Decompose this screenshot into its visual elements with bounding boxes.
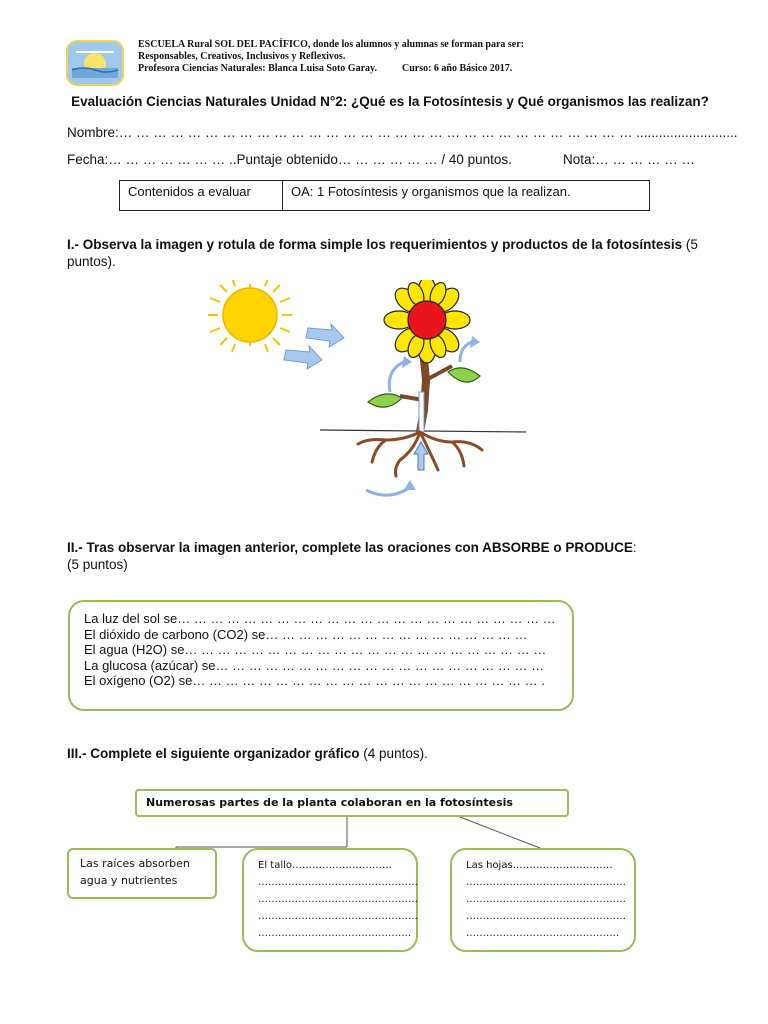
organizer-leaves-text[interactable]: Las hojas………………………… ………………………………………… ………………………………………… ………………………………………… ………………………………………. xyxy=(466,860,626,939)
name-field[interactable]: Nombre:… … … … … … … … … … … … … … … … … … … … … … … … … … … … … … ........................... xyxy=(67,125,738,140)
section-3-title: III.- Complete el siguiente organizador gráfico xyxy=(67,746,360,761)
contents-label: Contenidos a evaluar xyxy=(120,181,283,211)
page-title: Evaluación Ciencias Naturales Unidad N°2: ¿Qué es la Fotosíntesis y Qué organismos las realizan? xyxy=(71,94,709,109)
header-teacher: Profesora Ciencias Naturales: Blanca Luisa Soto Garay. xyxy=(138,63,377,74)
sentence-glucose[interactable]: La glucosa (azúcar) se… … … … … … … … … … … … … … … … … … … … xyxy=(84,657,545,673)
header-line-2: Responsables, Creativos, Inclusivos y Reflexivos. xyxy=(138,51,346,62)
organizer-top-text: Numerosas partes de la planta colaboran en la fotosíntesis xyxy=(146,796,513,809)
grade-field[interactable]: Nota:… … … … … … xyxy=(563,152,696,167)
sentence-water[interactable]: El agua (H2O) se… … … … … … … … … … … … … … … … … … … … … … xyxy=(84,642,547,657)
sentence-co2[interactable]: El dióxido de carbono (CO2) se… … … … … … … … … … … … … … … … xyxy=(84,626,528,642)
section-2-points: (5 puntos) xyxy=(67,557,128,572)
organizer-roots-text: Las raíces absorben agua y nutrientes xyxy=(80,857,190,887)
section-1-points: (5 puntos). xyxy=(67,237,698,269)
section-1-title: I.- Observa la imagen y rotula de forma simple los requerimientos y productos de la fotosíntesis xyxy=(67,237,683,252)
organizer-stem-text[interactable]: El tallo………………………… ………………………………………… ………………………………………… ………………………………………… ………………………………………. xyxy=(258,860,418,939)
contents-value: OA: 1 Fotosíntesis y organismos que la realizan. xyxy=(283,181,650,211)
date-score-field[interactable]: Fecha:… … … … … … … ..Puntaje obtenido… … … … … … / 40 puntos. xyxy=(67,152,512,167)
sentence-oxygen[interactable]: El oxígeno (O2) se… … … … … … … … … … … … … … … … … … … … … . xyxy=(84,673,545,688)
sentence-sunlight[interactable]: La luz del sol se… … … … … … … … … … … … … … … … … … … … … … … xyxy=(84,611,556,626)
header-course: Curso: 6 año Básico 2017. xyxy=(401,63,513,74)
section-2-prompt: II.- Tras observar la imagen anterior, complete las oraciones con ABSORBE o PRODUCE: (5 puntos) xyxy=(67,540,637,572)
section-3-points: (4 puntos). xyxy=(359,746,428,761)
section-2-title: II.- Tras observar la imagen anterior, complete las oraciones con ABSORBE o PRODUCE xyxy=(67,540,633,555)
header-line-1: ESCUELA Rural SOL DEL PACÍFICO, donde los alumnos y alumnas se forman para ser: xyxy=(138,39,524,50)
